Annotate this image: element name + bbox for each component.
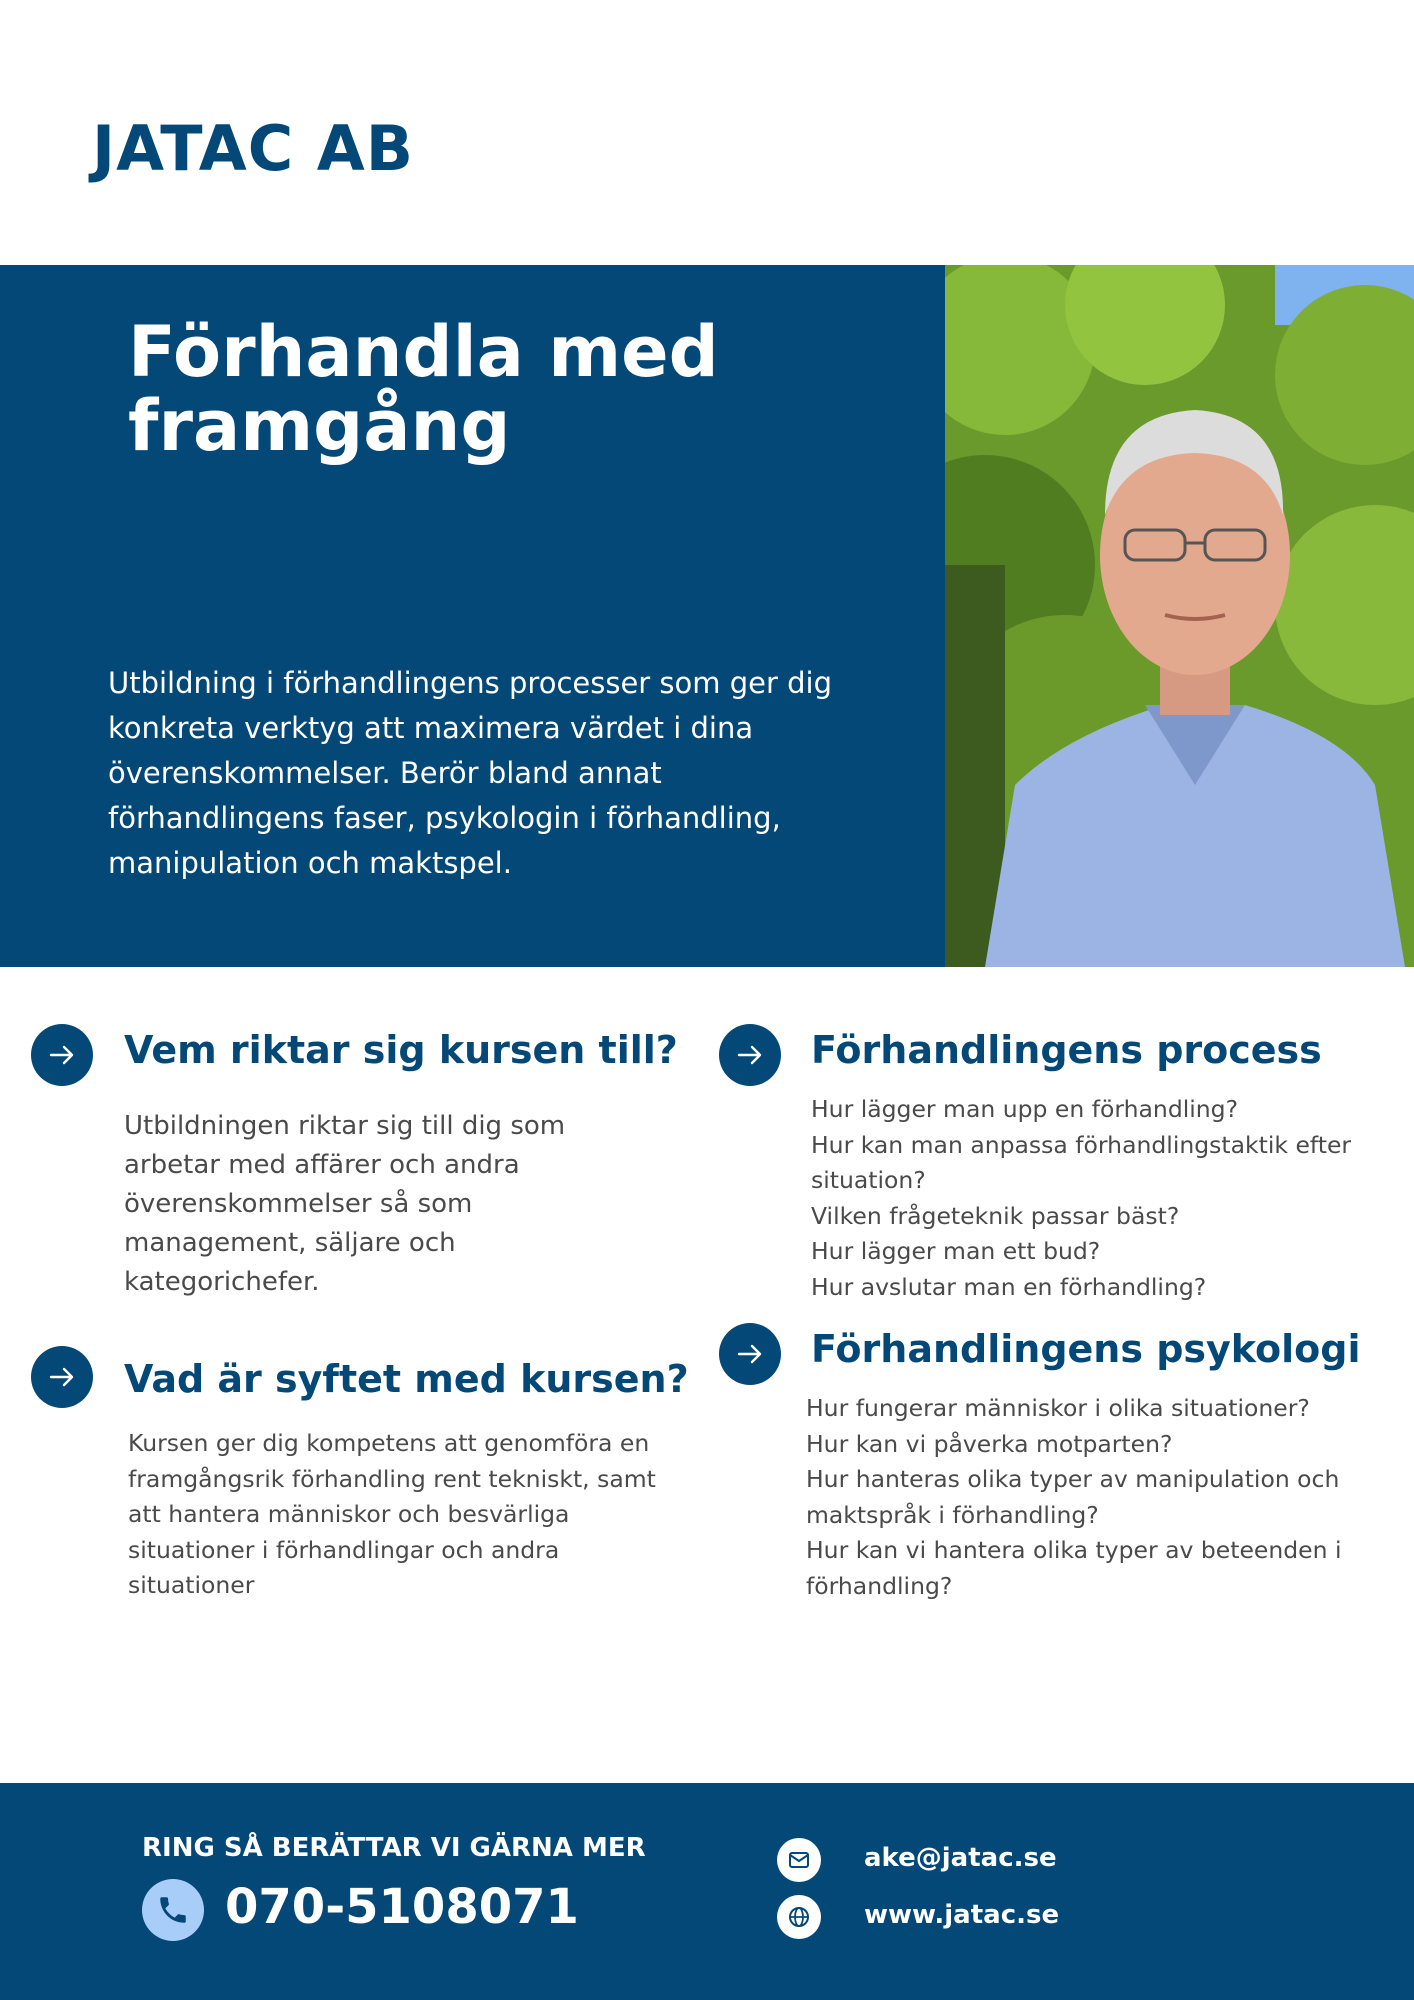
list-item: Hur avslutar man en förhandling? [811, 1272, 1207, 1301]
process-list [811, 1092, 1371, 1305]
section-title-process: Förhandlingens process [811, 1028, 1322, 1072]
hero-description: Utbildning i förhandlingens processer som ger dig konkreta verktyg att maximera värdet i dina överenskommelser. Berör bland annat förhandlingens faser, psykologin i förhandling, manipulation och maktspel. [108, 666, 833, 880]
phone-number[interactable]: 070-5108071 [225, 1879, 579, 1935]
section-title-target: Vem riktar sig kursen till? [124, 1028, 678, 1072]
list-item: Hur kan man anpassa förhandlingstaktik efter situation? [811, 1130, 1352, 1194]
footer-call-to-action: RING SÅ BERÄTTAR VI GÄRNA MER [142, 1833, 646, 1863]
arrow-right-icon [31, 1024, 93, 1086]
section-text-purpose: Kursen ger dig kompetens att genomföra en framgångsrik förhandling rent tekniskt, samt att hantera människor och besvärliga situationer i förhandlingar och andra situationer [128, 1429, 656, 1599]
hero-title: Förhandla med framgång [128, 311, 719, 467]
list-item: Hur lägger man upp en förhandling? [811, 1095, 1239, 1123]
list-item: Vilken frågeteknik passar bäst? [811, 1201, 1180, 1230]
list-item: Hur fungerar människor i olika situationer? [806, 1394, 1310, 1422]
section-title-psychology: Förhandlingens psykologi [811, 1327, 1361, 1371]
arrow-right-icon [31, 1346, 93, 1408]
list-item: Hur hanteras olika typer av manipulation och maktspråk i förhandling? [806, 1465, 1340, 1529]
list-item: Hur kan vi påverka motparten? [806, 1429, 1173, 1458]
footer-contact [0, 1783, 1414, 2000]
email-icon [777, 1838, 821, 1882]
company-logo: JATAC AB [92, 112, 415, 185]
list-item: Hur kan vi hantera olika typer av beteenden i förhandling? [806, 1536, 1342, 1600]
website-link[interactable]: www.jatac.se [864, 1900, 1060, 1930]
hero-banner [0, 265, 1414, 967]
arrow-right-icon [719, 1323, 781, 1385]
email-link[interactable]: ake@jatac.se [864, 1843, 1057, 1873]
globe-icon [777, 1895, 821, 1939]
section-text-target: Utbildningen riktar sig till dig som arbetar med affärer och andra överenskommelser så som management, säljare och kategorichefer. [124, 1111, 566, 1297]
list-item: Hur lägger man ett bud? [811, 1237, 1101, 1265]
section-title-purpose: Vad är syftet med kursen? [124, 1357, 689, 1401]
phone-icon [142, 1879, 204, 1941]
psychology-list [806, 1391, 1366, 1604]
arrow-right-icon [719, 1024, 781, 1086]
instructor-photo [945, 265, 1414, 967]
